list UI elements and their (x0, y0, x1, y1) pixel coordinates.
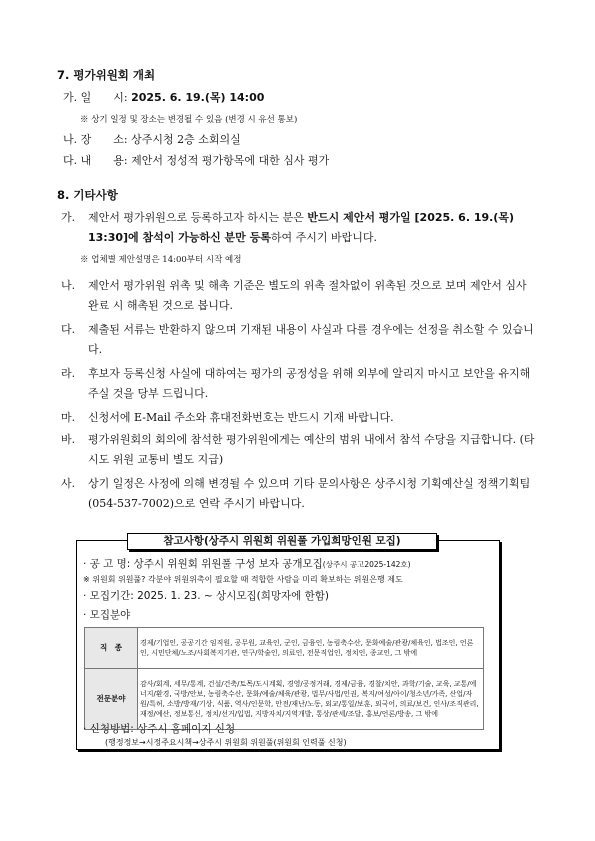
notice-number: (상주시 공고2025-142호) (322, 560, 411, 569)
item-na (61, 276, 540, 316)
item-ba-marker: 바. (61, 433, 76, 446)
item-ga-emphasis: 반드시 제안서 평가일 [2025. 6. 19.(목) 13:30]에 참석이 가능하신 분만 등록 (88, 211, 514, 244)
item-na-text: 제안서 평가위원 위촉 및 해촉 기준은 별도의 위촉 절차없이 위촉된 것으로 보며 제안서 심사 완료 시 해촉된 것으로 봅니다. (88, 279, 527, 312)
item-ga (61, 208, 540, 248)
item-ga-note: ※ 업체별 제안설명은 14:00부터 시작 예정 (80, 255, 242, 265)
item-ra-marker: 라. (61, 367, 76, 380)
row-text-job: 경제/기업인, 공공기간 임직원, 공무원, 교육인, 군인, 금융인, 농림축수산, 문화예술/관광/체육인, 법조인, 언론인, 시민단체/노조/사회복지기관, 연구/학술인, 의료인, 전문직업인, 정치인, 종교인, 그 밖에 (138, 628, 484, 669)
item-da (61, 320, 540, 360)
recruit-period: · 모집기간: 2025. 1. 23. ~ 상시모집(희망자에 한함) (83, 590, 330, 602)
schedule-note: ※ 상기 일정 및 장소는 변경될 수 있음 (변경 시 유선 통보) (80, 115, 298, 125)
notice-title: · 공 고 명: 상주시 위원회 위원풀 구성 보자 공개모집 (83, 558, 323, 570)
section8-heading: 8. 기타사항 (57, 188, 118, 202)
place-line: 나. 장 소: 상주시청 2층 소회의실 (63, 133, 241, 146)
section7-heading: 7. 평가위원회 개최 (57, 68, 156, 82)
apply-method: · 신청방법: 상주시 홈페이지 신청 (83, 723, 236, 735)
item-ma (61, 408, 540, 428)
item-ga-text-end: 하여 주시기 바랍니다. (270, 231, 377, 244)
schedule-value: 2025. 6. 19.(목) 14:00 (131, 91, 265, 104)
item-ma-marker: 마. (61, 411, 76, 424)
item-ga-marker: 가. (61, 211, 76, 224)
reference-title: 참고사항(상주시 위원회 위원풀 가입희망인원 모집) (127, 533, 437, 550)
item-ma-text: 신청서에 E-Mail 주소와 휴대전화번호는 반드시 기재 바랍니다. (88, 411, 394, 424)
notice-line (83, 556, 411, 571)
item-da-text: 제출된 서류는 반환하지 않으며 기재된 내용이 사실과 다를 경우에는 선정을 취소할 수 있습니다. (88, 323, 534, 356)
schedule-line (63, 90, 264, 106)
reference-box (76, 540, 500, 750)
item-da-marker: 다. (61, 323, 76, 336)
item-ra (61, 364, 540, 404)
item-sa-text: 상기 일정은 사정에 의해 변경될 수 있으며 기타 문의사항은 상주시청 기획예산실 정책기획팀(054-537-7002)으로 연락 주시기 바랍니다. (88, 477, 531, 510)
item-sa-marker: 사. (61, 477, 76, 490)
item-ga-text: 제안서 평가위원으로 등록하고자 하시는 분은 (88, 211, 308, 224)
item-sa (61, 474, 540, 514)
pool-note: ※ 위원회 위원풀? 각분야 위원위촉이 필요할 때 적합한 사람을 미리 확보하는 위원은행 제도 (83, 575, 403, 584)
item-na-marker: 나. (61, 279, 76, 292)
item-ra-text: 후보자 등록신청 사실에 대하여는 평가의 공정성을 위해 외부에 알리지 마시고 보안을 유지해 주실 것을 당부 드립니다. (88, 367, 531, 400)
row-text-specialty: 감사/회계, 세무/통계, 건설/건축/토목/도시계획, 경영/공정거래, 경제/금융, 경찰/치안, 과학/기술, 교육, 교통/에너지/환경, 국방/안보, 농림축수산, 문화/예술/체육/관광, 법무/사법/인권, 복지/여성/아이/청소년/가족, 산업/자원/특허, 소방/방재/기상, 식품, 역사/인문학, 안전/재난/노동, 외교/통일/보훈, 외국어, 의료/보건, 인사/조직관리, 재정/예산, 정보통신, 정치/선거/입법, 지방자치/지역개발, 통상/관세/조달, 홍보/언론/방송, 그 밖에 (138, 669, 484, 730)
content-line: 다. 내 용: 제안서 정성적 평가항목에 대한 심사 평가 (63, 154, 330, 167)
item-ba (61, 430, 540, 470)
table-row (85, 628, 484, 669)
schedule-label: 가. 일 시: (63, 91, 128, 104)
row-label-job: 직 종 (85, 628, 138, 669)
recruit-fields-label: · 모집분야 (83, 609, 131, 621)
row-label-specialty: 전문분야 (85, 669, 138, 730)
apply-path: (행정정보→시정주요시책→상주시 위원회 위원풀(위원회 인력풀 신청) (105, 738, 347, 747)
item-ba-text: 평가위원회의 회의에 참석한 평가위원에게는 예산의 범위 내에서 참석 수당을 지급합니다. (타 시도 위원 교통비 별도 지급) (88, 433, 535, 466)
fields-table (84, 627, 484, 730)
